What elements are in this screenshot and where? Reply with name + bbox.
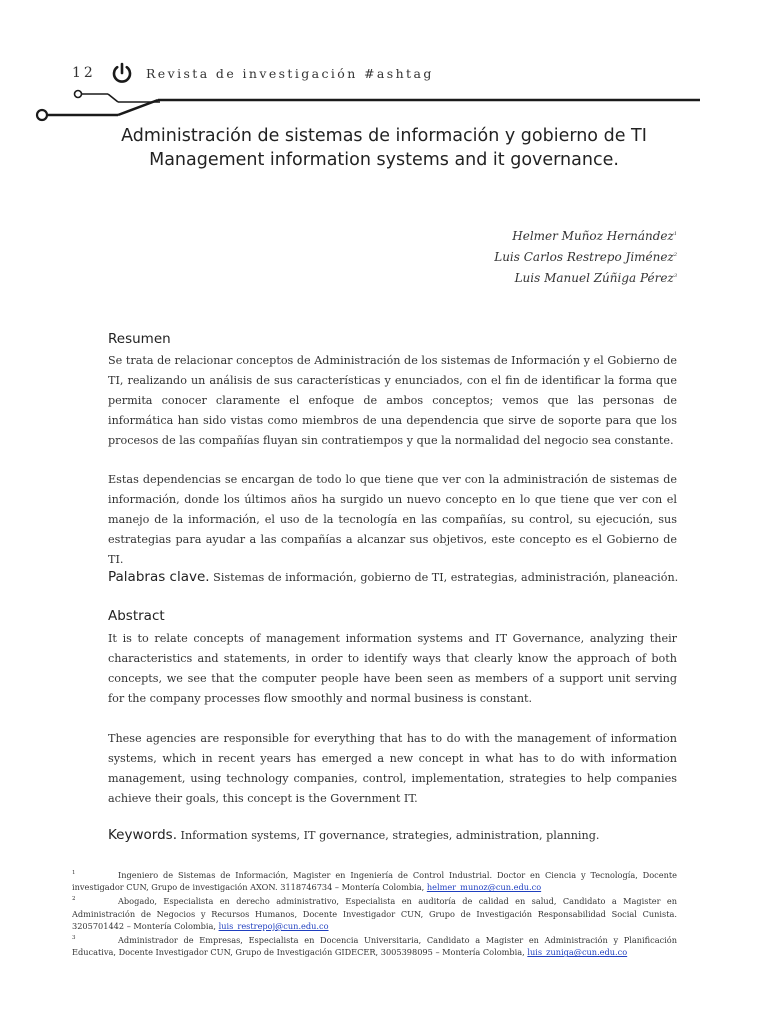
abstract-heading: Abstract bbox=[108, 608, 165, 624]
author-name: Luis Manuel Zúñiga Pérez$^3$ bbox=[514, 271, 677, 285]
footnote-mark: 1 bbox=[72, 870, 76, 876]
footnote-mark: 2 bbox=[72, 896, 76, 903]
resumen-paragraph-1: Se trata de relacionar conceptos de Administración de los sistemas de Información y el Gobierno de TI, realizando un análisis de sus características y enunciados, con el fin de identificar la forma que permita conocer claramente el enfoque de ambos conceptos; vemos que las personas de informática han sido vistas como miembros de una dependencia que sirve de soporte para que los procesos de las compañías fluyan sin contratiempos y que la normalidad del negocio sea constante. bbox=[108, 354, 677, 447]
resumen-heading: Resumen bbox=[108, 331, 171, 347]
email-link[interactable]: helmer_munoz@cun.edu.co bbox=[426, 882, 542, 893]
footnote: 3 Administrador de Empresas, Especialista en Docencia Universitaria, Candidato a Magister en Administración y Planificación Educativa, Docente Investigador CUN, Grupo de Investigación GIDECER, 3005398095 – Montería Colombia, luis_zuniga@cun.edu.co bbox=[72, 934, 677, 958]
palabras-clave bbox=[108, 569, 698, 585]
footnote: 2 Abogado, Especialista en derecho administrativo, Especialista en auditoría de calidad en salud, Candidato a Magister en Administración de Negocios y Recursos Humanos, Docente Investigador CUN, Grupo de Investigación Responsabilidad Social Cunista. 3205701442 – Montería Colombia, luis_restrepoj@cun.edu.co bbox=[72, 895, 677, 932]
article-title bbox=[80, 124, 688, 172]
palabras-clave-label: Palabras clave. bbox=[108, 569, 210, 585]
title-spanish: Administración de sistemas de información y gobierno de TI bbox=[121, 126, 647, 146]
email-link[interactable]: luis_zuniga@cun.edu.co bbox=[527, 947, 628, 958]
email-link[interactable]: luis_restrepoj@cun.edu.co bbox=[218, 920, 329, 931]
author-list bbox=[494, 225, 677, 288]
journal-title: Revista de investigación #ashtag bbox=[146, 66, 434, 81]
abstract-paragraph-2: These agencies are responsible for everything that has to do with the management of information systems, which in recent years has emerged a new concept in what has to do with information management, using technology companies, control, implementation, strategies to help companies achieve their goals, this concept is the Government IT. bbox=[108, 732, 677, 805]
footnote-mark: 3 bbox=[72, 935, 76, 942]
keywords-label: Keywords. bbox=[108, 827, 177, 843]
footnotes bbox=[72, 869, 677, 960]
page-number: 12 bbox=[72, 65, 96, 81]
author-name: Luis Carlos Restrepo Jiménez$^2$ bbox=[494, 250, 677, 264]
title-english: Management information systems and it governance. bbox=[149, 150, 619, 170]
keywords-text: Information systems, IT governance, strategies, administration, planning. bbox=[180, 829, 600, 842]
palabras-clave-text: Sistemas de información, gobierno de TI, estrategias, administración, planeación. bbox=[213, 571, 679, 584]
keywords bbox=[108, 827, 698, 843]
footnote: 1 Ingeniero de Sistemas de Información, Magister en Ingeniería de Control Industrial. Doctor en Ciencia y Tecnología, Docente investigador CUN, Grupo de investigación AXON. 3118746734 – Montería Colombia, helmer_munoz@cun.edu.co bbox=[72, 869, 677, 893]
abstract-paragraph-1: It is to relate concepts of management information systems and IT Governance, analyzing their characteristics and statements, in order to identify ways that clearly know the approach of both concepts, we see that the computer people have been seen as members of a support unit serving for the company processes flow smoothly and normal business is constant. bbox=[108, 632, 677, 705]
header-circuit-rule bbox=[0, 80, 768, 130]
author-name: Helmer Muñoz Hernández$^1$ bbox=[512, 229, 677, 243]
resumen-paragraph-2: Estas dependencias se encargan de todo lo que tiene que ver con la administración de sistemas de información, donde los últimos años ha surgido un nuevo concepto en lo que tiene que ver con el manejo de la información, el uso de la tecnología en las compañías, su control, su ejecución, sus estrategias para ayudar a las compañías a alcanzar sus objetivos, este concepto es el Gobierno de TI. bbox=[108, 473, 677, 566]
